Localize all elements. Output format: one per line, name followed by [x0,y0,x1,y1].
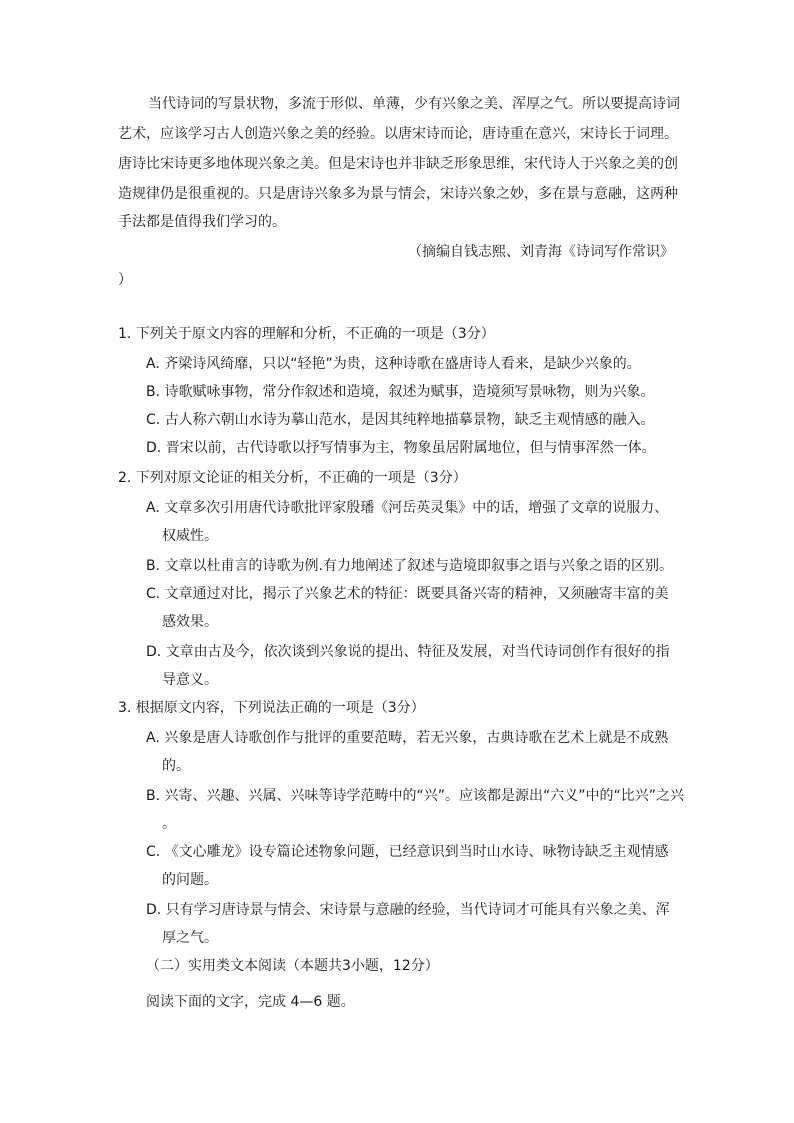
section-heading: （二）实用类文本阅读（本题共3小题，12分） [146,958,439,974]
q3-option-c-cont: 的问题。 [162,872,218,888]
section-instruction: 阅读下面的文字，完成 4—6 题。 [146,994,355,1010]
q2-option-a-cont: 权威性。 [162,528,218,544]
q2-option-d: D. 文章由古及今，依次谈到兴象说的提出、特征及发展，对当代诗词创作有很好的指 [146,644,670,660]
q3-option-a-cont: 的。 [162,758,190,774]
q2-option-b: B. 文章以杜甫言的诗歌为例.有力地阐述了叙述与造境即叙事之语与兴象之语的区别。 [146,558,673,574]
passage-source-close: ） [118,272,132,288]
q1-option-b: B. 诗歌赋咏事物，常分作叙述和造境，叙述为赋事，造境须写景咏物，则为兴象。 [146,384,655,400]
q1-option-d: D. 晋宋以前，古代诗歌以抒写情事为主，物象虽居附属地位，但与情事浑然一体。 [146,440,656,456]
q1-option-a: A. 齐梁诗风绮靡，只以“轻艳”为贵，这种诗歌在盛唐诗人看来，是缺少兴象的。 [146,356,641,372]
question-stem-1: 1. 下列关于原文内容的理解和分析，不正确的一项是（3分） [118,326,495,342]
q3-option-c: C. 《文心雕龙》设专篇论述物象问题，已经意识到当时山水诗、咏物诗缺乏主观情感 [146,844,669,860]
passage-source: （摘编自钱志熙、刘青海《诗词写作常识》 [408,244,674,260]
question-stem-3: 3. 根据原文内容，下列说法正确的一项是（3分） [118,700,425,716]
passage-line: 当代诗词的写景状物，多流于形似、单薄，少有兴象之美、浑厚之气。所以要提高诗词 [148,96,680,112]
q2-option-c: C. 文章通过对比，揭示了兴象艺术的特征：既要具备兴寄的精神，又须融寄丰富的美 [146,586,669,602]
q1-option-c: C. 古人称六朝山水诗为摹山范水，是因其纯粹地描摹景物，缺乏主观情感的融入。 [146,412,655,428]
passage-line: 艺术，应该学习古人创造兴象之美的经验。以唐宋诗而论，唐诗重在意兴，宋诗长于词理。 [118,126,678,142]
question-stem-2: 2. 下列对原文论证的相关分析，不正确的一项是（3分） [118,470,467,486]
q2-option-d-cont: 导意义。 [162,672,218,688]
q2-option-c-cont: 感效果。 [162,614,218,630]
passage-line: 造规律仍是很重视的。只是唐诗兴象多为景与情会，宋诗兴象之妙，多在景与意融，这两种 [118,186,678,202]
q3-option-d: D. 只有学习唐诗景与情会、宋诗景与意融的经验，当代诗词才可能具有兴象之美、浑 [146,902,670,918]
q3-option-d-cont: 厚之气。 [162,930,218,946]
q3-option-b-cont: 。 [162,816,176,832]
passage-line: 手法都是值得我们学习的。 [118,214,286,230]
q3-option-b: B. 兴寄、兴趣、兴属、兴味等诗学范畴中的“兴”。应该都是源出“六义”中的“比兴”之兴 [146,788,685,804]
q3-option-a: A. 兴象是唐人诗歌创作与批评的重要范畴，若无兴象，古典诗歌在艺术上就是不成熟 [146,730,669,746]
passage-line: 唐诗比宋诗更多地体现兴象之美。但是宋诗也并非缺乏形象思维，宋代诗人于兴象之美的创 [118,156,678,172]
q2-option-a: A. 文章多次引用唐代诗歌批评家殷璠《河岳英灵集》中的话，增强了文章的说服力、 [146,500,669,516]
